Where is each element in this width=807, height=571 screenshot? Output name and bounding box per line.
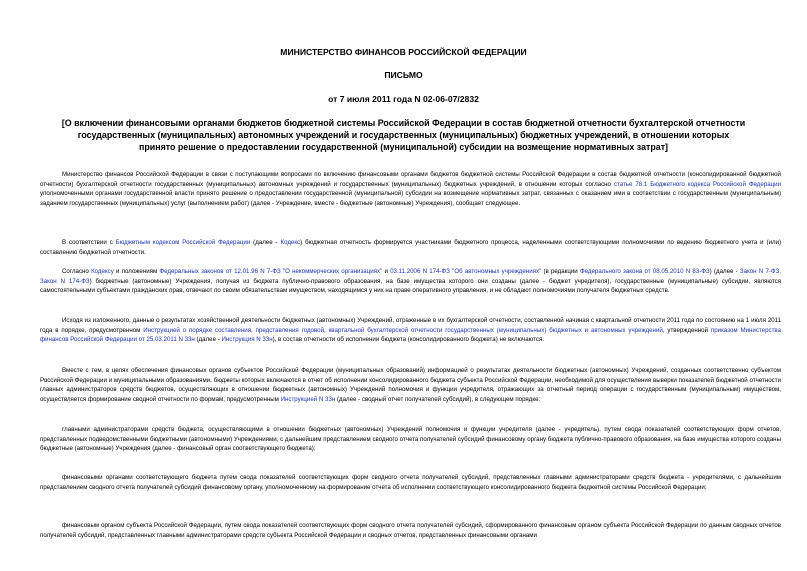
ministry-title: МИНИСТЕРСТВО ФИНАНСОВ РОССИЙСКОЙ ФЕДЕРАЦИИ	[280, 47, 527, 57]
link-budget-code[interactable]: Бюджетным кодексом Российской Федерации	[115, 239, 251, 246]
document-type: ПИСЬМО	[384, 70, 423, 80]
paragraph-6: главными администраторами средств бюджета, осуществляющими в отношении бюджетных (автономных) Учреждений полномочия и функции учредителя (далее - учредитель), путем свода показателей соответствующих форм отчетов, представленных подведомственными бюджетными (автономными) Учреждениями, с дальнейшим представлением сводного отчета получателей субсидий финансовому органу бюджета публично-правового образования, на базе имущества которого созданы бюджетные (автономные) Учреждения (далее - финансовый орган соответствующего бюджета);	[40, 426, 781, 453]
link-law-83fz[interactable]: Федерального закона от 08.05.2010 N 83-ФЗ	[579, 268, 710, 275]
link-laws-short[interactable]: Закон N 7-ФЗ, Закон N 174-ФЗ	[40, 268, 781, 285]
document-subject: [О включении финансовыми органами бюджетов бюджетной системы Российской Федерации в состав бюджетной отчетности бухгалтерской отчетности государственных (муниципальных) автономных учреждений и государственных (муниципальных) бюджетных учреждений, в отношении которых принято решение о предоставлении государственной (муниципальной) субсидии на возмещение нормативных затрат]	[61, 118, 746, 152]
paragraph-7: финансовыми органами соответствующего бюджета путем свода показателей соответствующих форм сводного отчета получателей субсидий, представленных главными администраторами средств бюджета - учредителями, с дальнейшим представлением сводного отчета получателей субсидий финансовому органу, уполномоченному на формирование отчета об исполнении соответствующего консолидированного бюджета бюджетной системы Российской Федерации;	[40, 474, 781, 491]
link-law-174fz[interactable]: 03.11.2006 N 174-ФЗ "Об автономных учреждениях"	[390, 268, 542, 275]
link-instruction-33n[interactable]: Инструкция N 33н	[221, 336, 273, 344]
link-law-7fz[interactable]: Федеральных законов от 12.01.96 N 7-ФЗ "О некоммерческих организациях"	[159, 268, 383, 275]
paragraph-3: Согласно Кодексу и положениям Федеральных законов от 12.01.96 N 7-ФЗ "О некоммерческих организациях" и 03.11.2006 N 174-ФЗ "Об автономных учреждениях" (в редакции Федерального закона от 08.05.2010 N 83-ФЗ) (далее - Закон N 7-ФЗ, Закон N 174-ФЗ) бюджетные (автономные) Учреждения, получая из бюджета публично-правового образования, на базе имущества которого они созданы (далее - бюджет учредителя), государственные (муниципальные) субсидии, являются самостоятельными субъектами гражданских прав, отвечают по своим обязательствам имуществом, находящимся у них на праве оперативного управления, и не обладают полномочиями получателя бюджетных средств.	[40, 268, 781, 295]
link-order-33n[interactable]: приказом Министерства финансов Российской Федерации от 25.03.2011 N 33н	[40, 326, 781, 344]
paragraph-5: Вместе с тем, в целях обеспечения финансовых органов субъектов Российской Федерации (муниципальных образований) информацией о результатах деятельности бюджетных (автономных) Учреждений, созданных соответственно субъектом Российской Федерации и муниципальными образованиями, бюджеты которых включаются в отчет об исполнении консолидированного бюджета субъекта Российской Федерации, необходимой для осуществления выверки показателей бюджетной отчетности главных администраторов средств бюджетов, осуществляющих в отношении бюджетных (автономных) Учреждений полномочия и функции учредителя, отражающих за отчетный период операции с государственным (муниципальным) имуществом, осуществляется формирование сводной отчетности по формам, предусмотренным Инструкцией N 33н (далее - сводный отчет получателей субсидий), в следующем порядке:	[40, 367, 781, 403]
paragraph-1: Министерство финансов Российской Федерации в связи с поступающими вопросами по включению финансовыми органами бюджетов бюджетной системы Российской Федерации в состав бюджетной отчетности (консолидированной бюджетной отчетности) бухгалтерской отчетности государственных (муниципальных) автономных учреждений и государственных (муниципальных) бюджетных учреждений, в отношении которых согласно статье 78.1 Бюджетного кодекса Российской Федерации уполномоченными органами государственной власти принято решение о предоставлении государственной (муниципальной) субсидии на возмещение нормативных затрат, связанных с оказанием ими в соответствии с государственным (муниципальным) заданием государственных (муниципальных) услуг (выполнением работ) (далее - Учреждение, вместе - бюджетные (автономные) Учреждения), сообщает следующее.	[40, 171, 781, 207]
paragraph-2: В соответствии с Бюджетным кодексом Российской Федерации (далее - Кодекс) бюджетная отчетность формируется участниками бюджетного процесса, наделенными соответствующими полномочиями по ведению бюджетного учета и (или) составлению бюджетной отчетности.	[40, 239, 781, 256]
document-date-number: от 7 июля 2011 года N 02-06-07/2832	[328, 94, 479, 104]
link-instruction[interactable]: Инструкцией о порядке составления, представления годовой, квартальной бухгалтерской отчетности государственных (муниципальных) бюджетных и автономных учреждений	[143, 326, 663, 334]
link-article-78-1[interactable]: статье 78.1 Бюджетного кодекса Российской Федерации	[613, 180, 781, 188]
paragraph-8: финансовым органом субъекта Российской Федерации, путем свода показателей соответствующих форм сводного отчета получателей субсидий, сформированного финансовым органом субъекта Российской Федерации по данным сводных отчетов получателей субсидий, представленных главными администраторами средств субъекта Российской Федерации и сводных отчетов, представленных финансовыми органами	[40, 522, 781, 539]
link-instruction-33n-2[interactable]: Инструкцией N 33н	[280, 395, 336, 403]
link-code-2[interactable]: Кодексу	[91, 268, 114, 275]
link-code[interactable]: Кодекс	[280, 239, 301, 246]
paragraph-4: Исходя из изложенного, данные о результатах хозяйственной деятельности бюджетных (автономных) Учреждений, отраженные в их бухгалтерской отчетности, составленной начиная с квартальной отчетности 2011 года по состоянию на 1 июля 2011 года в порядке, предусмотренном Инструкцией о порядке составления, представления годовой, квартальной бухгалтерской отчетности государственных (муниципальных) бюджетных и автономных учреждений, утвержденной приказом Министерства финансов Российской Федерации от 25.03.2011 N 33н (далее - Инструкция N 33н), в состав отчетности об исполнении бюджета (консолидированного бюджета) не включаются.	[40, 317, 781, 344]
